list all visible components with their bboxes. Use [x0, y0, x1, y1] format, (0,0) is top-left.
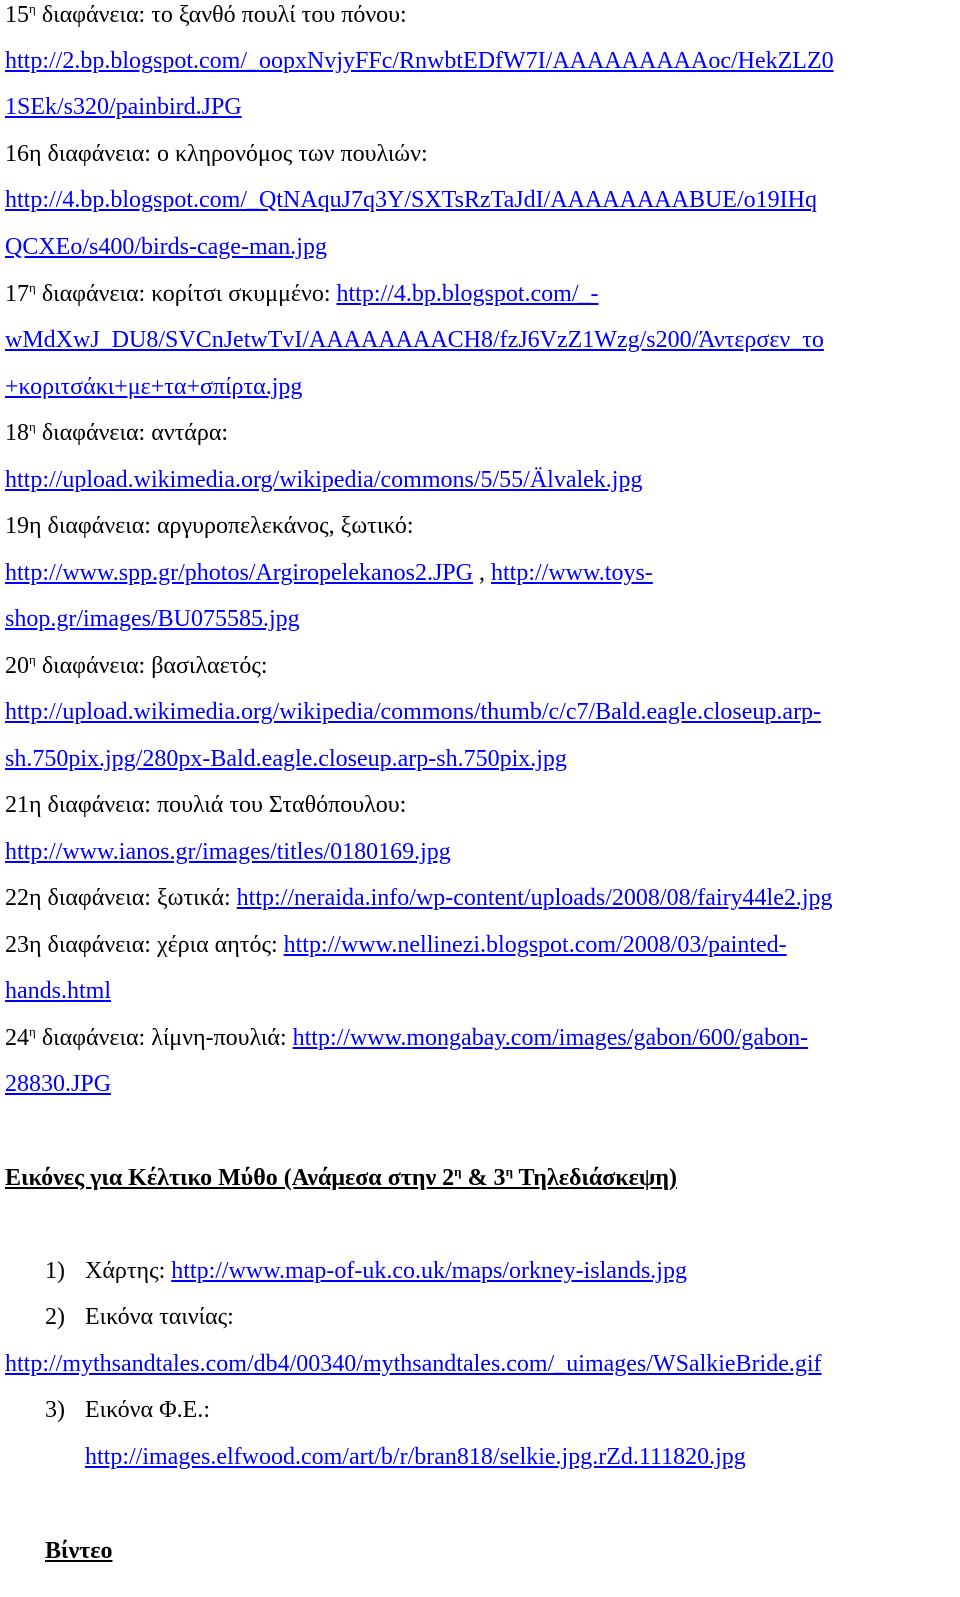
celtic-fe-link[interactable]: http://images.elfwood.com/art/b/r/bran818/selkie.jpg.rZd.111820.jpg — [85, 1444, 746, 1470]
slide-23-title: 23η διαφάνεια: χέρια αητός: http://www.nellinezi.blogspot.com/2008/03/painted- — [5, 932, 787, 958]
slide-21-title: 21η διαφάνεια: πουλιά του Σταθόπουλου: — [5, 792, 407, 818]
slide-16-link-cont[interactable]: QCXEo/s400/birds-cage-man.jpg — [5, 234, 327, 260]
slide-17-link[interactable]: http://4.bp.blogspot.com/_- — [336, 281, 599, 307]
slide-15-title: $15^\eta$ διαφάνεια: το ξανθό πουλί του πόνου: — [5, 1, 407, 28]
slide-23-link-cont[interactable]: hands.html — [5, 978, 111, 1004]
celtic-list-item-3: 3) Εικόνα Φ.Ε.: — [45, 1397, 210, 1423]
slide-24-link-cont[interactable]: 28830.JPG — [5, 1071, 112, 1097]
slide-19-link-1[interactable]: http://www.spp.gr/photos/Argiropelekanos2.JPG — [5, 560, 473, 586]
slide-17-title: $17^\eta$ διαφάνεια: κορίτσι σκυμμένο: http://4.bp.blogspot.com/_- — [5, 280, 599, 307]
slide-17-link-cont2[interactable]: +κοριτσάκι+με+τα+σπίρτα.jpg — [5, 374, 303, 400]
slide-18-link[interactable]: http://upload.wikimedia.org/wikipedia/commons/5/55/Älvalek.jpg — [5, 467, 643, 493]
slide-15-link[interactable]: http://2.bp.blogspot.com/_oopxNvjyFFc/RnwbtEDfW7I/AAAAAAAAAoc/HekZLZ0 — [5, 48, 834, 74]
slide-20-link[interactable]: http://upload.wikimedia.org/wikipedia/commons/thumb/c/c7/Bald.eagle.closeup.arp- — [5, 699, 822, 725]
video-section-heading: Βίντεο — [45, 1538, 113, 1564]
slide-24-title: $24^\eta$ διαφάνεια: λίμνη-πουλιά: http://www.mongabay.com/images/gabon/600/gabon- — [5, 1024, 809, 1051]
slide-16-link[interactable]: http://4.bp.blogspot.com/_QtNAquJ7q3Y/SXTsRzTaJdI/AAAAAAAABUE/o19IHq — [5, 187, 817, 213]
slide-19-link-2-cont[interactable]: shop.gr/images/BU075585.jpg — [5, 606, 300, 632]
celtic-film-link[interactable]: http://mythsandtales.com/db4/00340/mythsandtales.com/_uimages/WSalkieBride.gif — [5, 1351, 822, 1377]
celtic-map-link[interactable]: http://www.map-of-uk.co.uk/maps/orkney-islands.jpg — [171, 1258, 687, 1284]
celtic-section-heading: Εικόνες για Κέλτικο Μύθο (Ανάμεσα στην $2^\eta$ & $3^\eta$ Τηλεδιάσκεψη) — [5, 1164, 678, 1191]
slide-22-title: 22η διαφάνεια: ξωτικά: http://neraida.info/wp-content/uploads/2008/08/fairy44le2.jpg — [5, 885, 833, 911]
slide-18-title: $18^\eta$ διαφάνεια: αντάρα: — [5, 419, 229, 446]
slide-24-link[interactable]: http://www.mongabay.com/images/gabon/600/gabon- — [292, 1025, 809, 1051]
slide-19-title: 19η διαφάνεια: αργυροπελεκάνος, ξωτικό: — [5, 513, 414, 539]
slide-22-link[interactable]: http://neraida.info/wp-content/uploads/2008/08/fairy44le2.jpg — [236, 885, 833, 911]
slide-21-link[interactable]: http://www.ianos.gr/images/titles/0180169.jpg — [5, 839, 451, 865]
slide-20-link-cont[interactable]: sh.750pix.jpg/280px-Bald.eagle.closeup.arp-sh.750pix.jpg — [5, 746, 567, 772]
slide-15-link-cont[interactable]: 1SEk/s320/painbird.JPG — [5, 94, 242, 120]
celtic-list-item-2: 2) Εικόνα ταινίας: — [45, 1304, 234, 1330]
slide-17-link-cont[interactable]: wMdXwJ_DU8/SVCnJetwTvI/AAAAAAAACH8/fzJ6VzZ1Wzg/s200/Άντερσεν_το — [5, 327, 824, 353]
slide-16-title: 16η διαφάνεια: ο κληρονόμος των πουλιών: — [5, 141, 428, 167]
slide-23-link[interactable]: http://www.nellinezi.blogspot.com/2008/03/painted- — [283, 932, 787, 958]
slide-20-title: $20^\eta$ διαφάνεια: βασιλαετός: — [5, 652, 268, 679]
slide-19-links: http://www.spp.gr/photos/Argiropelekanos2.JPG , http://www.toys- — [5, 560, 653, 586]
slide-19-link-2[interactable]: http://www.toys- — [491, 560, 653, 586]
celtic-list-item-1: 1) Χάρτης: http://www.map-of-uk.co.uk/maps/orkney-islands.jpg — [45, 1258, 687, 1284]
